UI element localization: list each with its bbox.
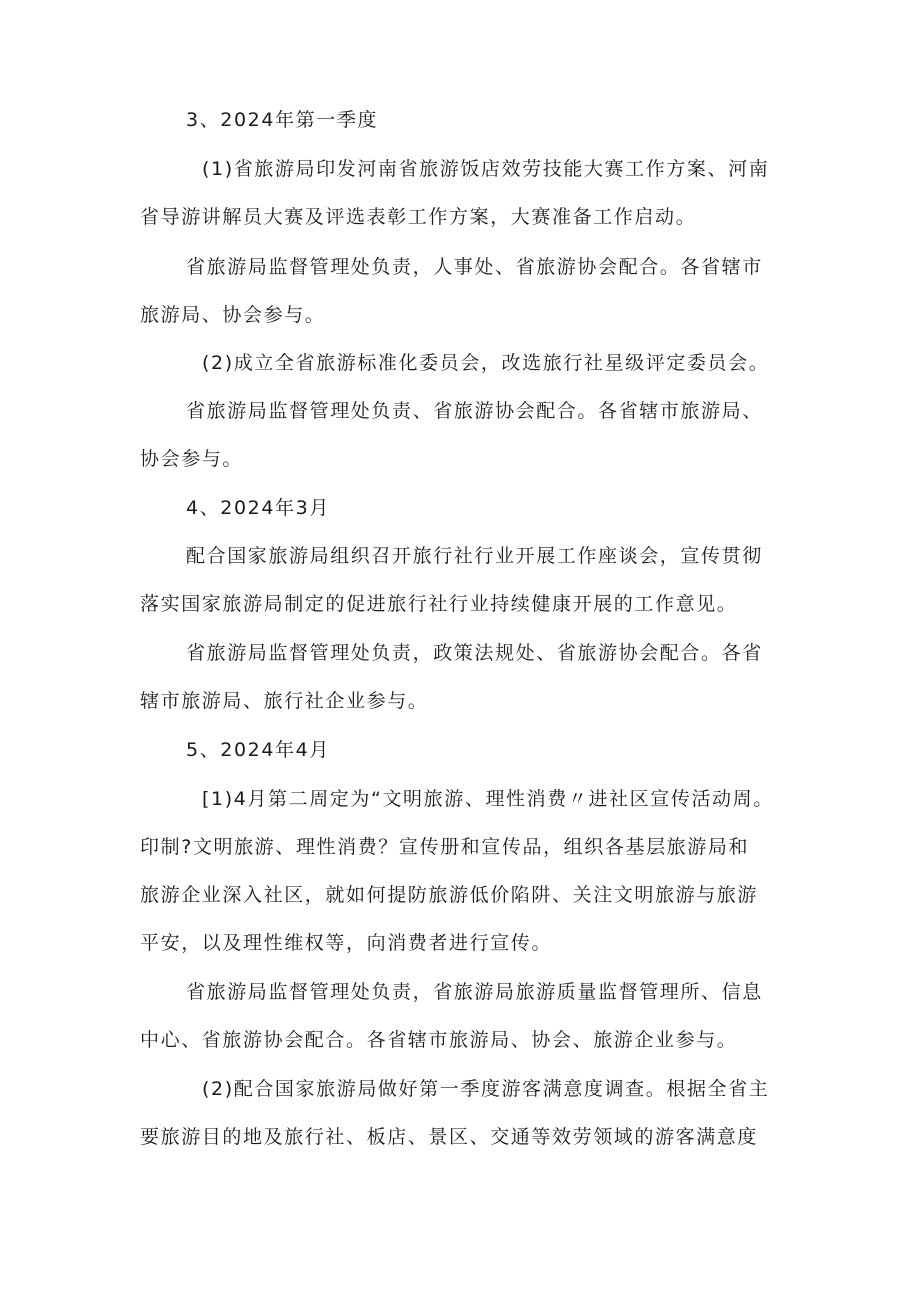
paragraph-line: 省导游讲解员大赛及评选表彰工作方案，大赛准备工作启动。 <box>140 206 697 228</box>
paragraph-line: (1)省旅游局印发河南省旅游饭店效劳技能大赛工作方案、河南 <box>202 158 770 180</box>
paragraph-line: 平安，以及理性维权等，向消费者进行宣传。 <box>140 932 553 954</box>
paragraph-line: [1)4月第二周定为“文明旅游、理性消费〃进社区宣传活动周。 <box>202 788 774 810</box>
paragraph-line: 省旅游局监督管理处负责，省旅游局旅游质量监督管理所、信息 <box>186 981 763 1003</box>
paragraph-line: 省旅游局监督管理处负责，人事处、省旅游协会配合。各省辖市 <box>186 256 763 278</box>
paragraph-line: 要旅游目的地及旅行社、板店、景区、交通等效劳领域的游客满意度 <box>140 1126 759 1148</box>
paragraph-line: (2)成立全省旅游标准化委员会，改选旅行社星级评定委员会。 <box>202 352 770 374</box>
section-heading-4: 4、2024年3月 <box>186 497 330 519</box>
paragraph-line: 协会参与。 <box>140 448 244 470</box>
paragraph-line: 配合国家旅游局组织召开旅行社行业开展工作座谈会，宣传贯彻 <box>186 545 763 567</box>
paragraph-line: (2)配合国家旅游局做好第一季度游客满意度调查。根据全省主 <box>202 1078 770 1100</box>
paragraph-line: 辖市旅游局、旅行社企业参与。 <box>140 690 429 712</box>
paragraph-line: 旅游局、协会参与。 <box>140 304 326 326</box>
paragraph-line: 省旅游局监督管理处负责、省旅游协会配合。各省辖市旅游局、 <box>186 400 763 422</box>
paragraph-line: 中心、省旅游协会配合。各省辖市旅游局、协会、旅游企业参与。 <box>140 1029 738 1051</box>
section-heading-5: 5、2024年4月 <box>186 739 330 761</box>
paragraph-line: 印制?文明旅游、理性消费？宣传册和宣传品，组织各基层旅游局和 <box>140 836 750 858</box>
section-heading-3: 3、2024年第一季度 <box>186 109 379 131</box>
paragraph-line: 省旅游局监督管理处负责，政策法规处、省旅游协会配合。各省 <box>186 642 763 664</box>
paragraph-line: 旅游企业深入社区，就如何提防旅游低价陷阱、关注文明旅游与旅游 <box>140 884 759 906</box>
paragraph-line: 落实国家旅游局制定的促进旅行社行业持续健康开展的工作意见。 <box>140 593 738 615</box>
